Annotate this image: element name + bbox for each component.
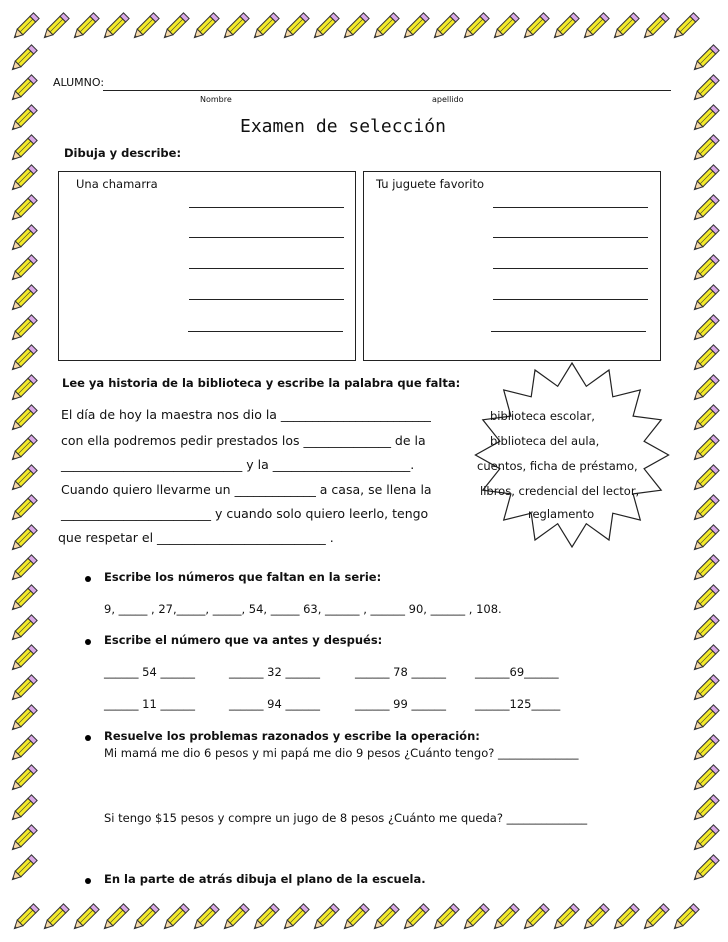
pencil-icon bbox=[670, 903, 700, 937]
alumno-label: ALUMNO: bbox=[53, 76, 105, 89]
pencil-icon bbox=[690, 614, 720, 648]
pencil-icon bbox=[430, 12, 460, 46]
pencil-icon bbox=[8, 254, 38, 288]
before-after-item: ______69______ bbox=[475, 665, 559, 679]
pencil-icon bbox=[690, 524, 720, 558]
story-line-6: que respetar el ___________________________ . bbox=[58, 530, 334, 545]
pencil-icon bbox=[460, 903, 490, 937]
pencil-icon bbox=[690, 374, 720, 408]
pencil-icon bbox=[690, 284, 720, 318]
pencil-icon bbox=[280, 12, 310, 46]
pencil-icon bbox=[8, 494, 38, 528]
toy-line-5[interactable] bbox=[491, 331, 646, 332]
alumno-name-line bbox=[103, 90, 671, 91]
drawing-box-toy[interactable] bbox=[363, 171, 661, 361]
pencil-icon bbox=[8, 674, 38, 708]
pencil-icon bbox=[250, 903, 280, 937]
pencil-icon bbox=[8, 554, 38, 588]
pencil-icon bbox=[190, 903, 220, 937]
before-after-item: ______ 32 ______ bbox=[229, 665, 320, 679]
pencil-icon bbox=[690, 314, 720, 348]
pencil-icon bbox=[490, 12, 520, 46]
before-after-item: ______ 78 ______ bbox=[355, 665, 446, 679]
jacket-line-5[interactable] bbox=[188, 331, 343, 332]
pencil-icon bbox=[8, 824, 38, 858]
bullet bbox=[85, 639, 91, 645]
pencil-icon bbox=[690, 164, 720, 198]
pencil-icon bbox=[690, 704, 720, 738]
pencil-icon bbox=[8, 104, 38, 138]
pencil-icon bbox=[8, 614, 38, 648]
series-text: 9, _____ , 27,_____, _____, 54, _____ 63, ______ , ______ 90, ______ , 108. bbox=[104, 602, 502, 616]
pencil-icon bbox=[70, 12, 100, 46]
problem-2: Si tengo $15 pesos y compre un jugo de 8 pesos ¿Cuánto me queda? ______________ bbox=[104, 811, 588, 825]
word-bank-item: reglamento bbox=[528, 507, 595, 521]
pencil-icon bbox=[220, 903, 250, 937]
pencil-icon bbox=[690, 404, 720, 438]
pencil-icon bbox=[690, 554, 720, 588]
pencil-icon bbox=[100, 903, 130, 937]
pencil-icon bbox=[690, 134, 720, 168]
pencil-icon bbox=[220, 12, 250, 46]
page-title: Examen de selección bbox=[240, 116, 446, 137]
draw-describe-instruction: Dibuja y describe: bbox=[64, 146, 182, 160]
pencil-icon bbox=[190, 12, 220, 46]
bullet bbox=[85, 878, 91, 884]
pencil-icon bbox=[370, 12, 400, 46]
pencil-icon bbox=[690, 674, 720, 708]
pencil-icon bbox=[690, 824, 720, 858]
pencil-icon bbox=[690, 854, 720, 888]
story-line-2: con ella podremos pedir prestados los ______________ de la bbox=[61, 433, 426, 448]
before-after-item: ______125_____ bbox=[475, 697, 561, 711]
pencil-icon bbox=[8, 74, 38, 108]
pencil-icon bbox=[430, 903, 460, 937]
before-after-item: ______ 94 ______ bbox=[229, 697, 320, 711]
before-after-instruction: Escribe el número que va antes y después: bbox=[104, 633, 383, 647]
nombre-label: Nombre bbox=[200, 95, 232, 104]
pencil-icon bbox=[8, 164, 38, 198]
story-line-3: _____________________________ y la ______________________. bbox=[61, 457, 415, 472]
before-after-item: ______ 99 ______ bbox=[355, 697, 446, 711]
pencil-icon bbox=[580, 903, 610, 937]
pencil-icon bbox=[160, 903, 190, 937]
jacket-line-1[interactable] bbox=[189, 207, 344, 208]
before-after-item: ______ 11 ______ bbox=[104, 697, 195, 711]
pencil-icon bbox=[40, 12, 70, 46]
pencil-icon bbox=[8, 464, 38, 498]
pencil-icon bbox=[280, 903, 310, 937]
drawing-box-toy-label: Tu juguete favorito bbox=[376, 177, 485, 191]
story-line-5: ________________________ y cuando solo quiero leerlo, tengo bbox=[61, 506, 429, 521]
series-instruction: Escribe los números que faltan en la serie: bbox=[104, 570, 382, 584]
pencil-icon bbox=[8, 524, 38, 558]
pencil-icon bbox=[8, 374, 38, 408]
toy-line-2[interactable] bbox=[493, 237, 648, 238]
pencil-icon bbox=[8, 704, 38, 738]
pencil-icon bbox=[460, 12, 490, 46]
pencil-icon bbox=[340, 12, 370, 46]
pencil-icon bbox=[70, 903, 100, 937]
pencil-icon bbox=[610, 12, 640, 46]
toy-line-4[interactable] bbox=[493, 299, 648, 300]
pencil-icon bbox=[690, 434, 720, 468]
pencil-icon bbox=[8, 404, 38, 438]
pencil-icon bbox=[8, 344, 38, 378]
pencil-icon bbox=[8, 224, 38, 258]
pencil-icon bbox=[520, 12, 550, 46]
pencil-icon bbox=[580, 12, 610, 46]
pencil-icon bbox=[690, 224, 720, 258]
pencil-icon bbox=[40, 903, 70, 937]
pencil-icon bbox=[130, 12, 160, 46]
problem-1: Mi mamá me dio 6 pesos y mi papá me dio 9 pesos ¿Cuánto tengo? ______________ bbox=[104, 746, 579, 760]
drawing-box-jacket[interactable] bbox=[58, 171, 356, 361]
word-bank-item: libros, credencial del lector, bbox=[480, 484, 640, 498]
pencil-icon bbox=[310, 12, 340, 46]
word-bank-item: biblioteca escolar, bbox=[490, 409, 595, 423]
apellido-label: apellido bbox=[432, 95, 464, 104]
pencil-icon bbox=[690, 764, 720, 798]
pencil-icon bbox=[160, 12, 190, 46]
pencil-icon bbox=[8, 134, 38, 168]
word-bank-item: cuentos, ficha de préstamo, bbox=[477, 459, 638, 473]
pencil-icon bbox=[10, 12, 40, 46]
map-instruction: En la parte de atrás dibuja el plano de la escuela. bbox=[104, 872, 426, 886]
pencil-icon bbox=[310, 903, 340, 937]
pencil-icon bbox=[8, 284, 38, 318]
pencil-icon bbox=[690, 734, 720, 768]
pencil-icon bbox=[8, 434, 38, 468]
pencil-icon bbox=[690, 494, 720, 528]
pencil-icon bbox=[10, 903, 40, 937]
toy-line-3[interactable] bbox=[493, 268, 648, 269]
pencil-icon bbox=[8, 794, 38, 828]
story-line-1: El día de hoy la maestra nos dio la ________________________ bbox=[61, 407, 431, 422]
pencil-icon bbox=[690, 644, 720, 678]
pencil-icon bbox=[690, 194, 720, 228]
pencil-icon bbox=[670, 12, 700, 46]
pencil-icon bbox=[640, 12, 670, 46]
pencil-icon bbox=[8, 314, 38, 348]
jacket-line-2[interactable] bbox=[189, 237, 344, 238]
story-line-4: Cuando quiero llevarme un _____________ a casa, se llena la bbox=[61, 482, 432, 497]
story-instruction: Lee ya historia de la biblioteca y escribe la palabra que falta: bbox=[62, 376, 461, 390]
pencil-icon bbox=[520, 903, 550, 937]
pencil-icon bbox=[8, 644, 38, 678]
pencil-icon bbox=[340, 903, 370, 937]
pencil-icon bbox=[8, 44, 38, 78]
pencil-icon bbox=[690, 44, 720, 78]
word-bank-item: biblioteca del aula, bbox=[490, 434, 600, 448]
problems-instruction: Resuelve los problemas razonados y escribe la operación: bbox=[104, 729, 480, 743]
bullet bbox=[85, 735, 91, 741]
pencil-icon bbox=[400, 12, 430, 46]
pencil-icon bbox=[8, 764, 38, 798]
pencil-icon bbox=[8, 584, 38, 618]
pencil-icon bbox=[550, 903, 580, 937]
pencil-icon bbox=[8, 854, 38, 888]
pencil-icon bbox=[690, 344, 720, 378]
pencil-icon bbox=[610, 903, 640, 937]
pencil-icon bbox=[8, 194, 38, 228]
pencil-icon bbox=[130, 903, 160, 937]
pencil-icon bbox=[690, 74, 720, 108]
drawing-box-jacket-label: Una chamarra bbox=[76, 177, 158, 191]
pencil-icon bbox=[690, 584, 720, 618]
toy-line-1[interactable] bbox=[493, 207, 648, 208]
pencil-icon bbox=[8, 734, 38, 768]
pencil-icon bbox=[690, 794, 720, 828]
pencil-icon bbox=[690, 104, 720, 138]
pencil-icon bbox=[490, 903, 520, 937]
jacket-line-4[interactable] bbox=[189, 299, 344, 300]
before-after-item: ______ 54 ______ bbox=[104, 665, 195, 679]
pencil-icon bbox=[640, 903, 670, 937]
pencil-icon bbox=[100, 12, 130, 46]
pencil-icon bbox=[690, 254, 720, 288]
jacket-line-3[interactable] bbox=[189, 268, 344, 269]
pencil-icon bbox=[550, 12, 580, 46]
pencil-icon bbox=[400, 903, 430, 937]
bullet bbox=[85, 576, 91, 582]
pencil-icon bbox=[690, 464, 720, 498]
pencil-icon bbox=[250, 12, 280, 46]
pencil-icon bbox=[370, 903, 400, 937]
